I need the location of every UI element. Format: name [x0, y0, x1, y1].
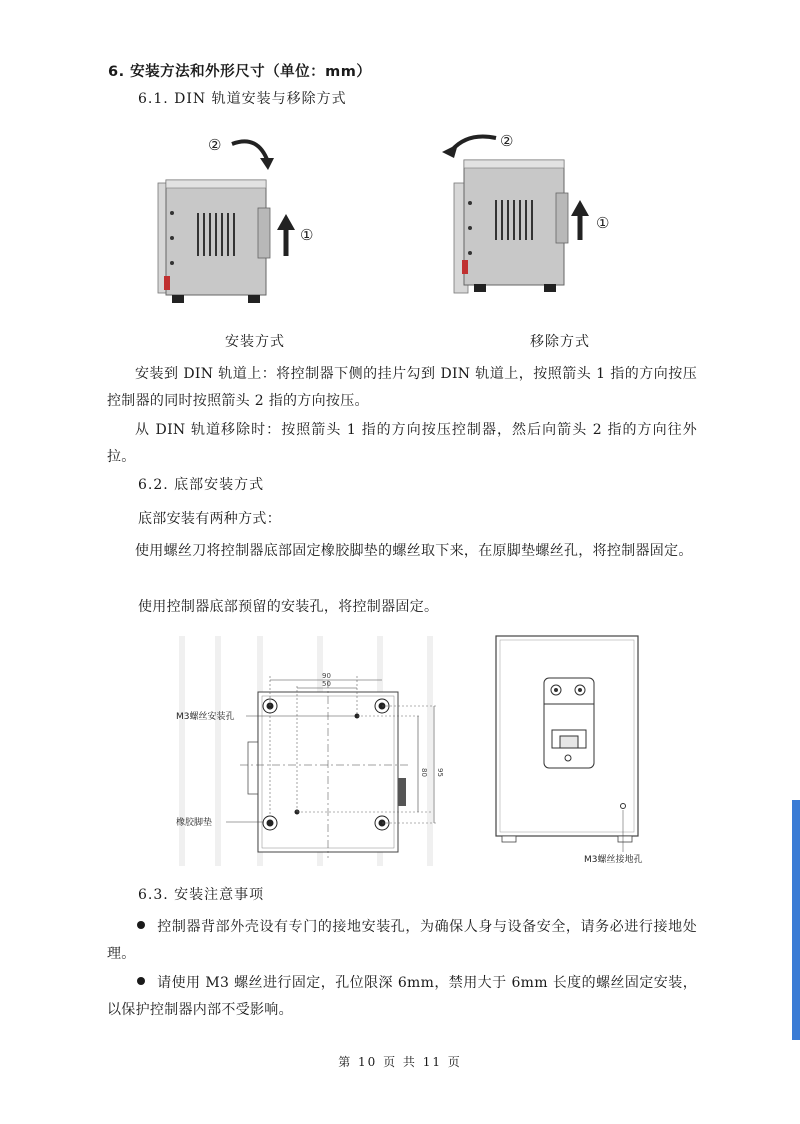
arrow-label-2: ②	[208, 136, 222, 154]
note-bullet-1: 控制器背部外壳设有专门的接地安装孔，为确保人身与设备安全，请务必进行接地处理。	[107, 919, 697, 962]
controller-device-illustration	[158, 180, 270, 303]
bullet-icon	[137, 921, 145, 929]
rotate-arrow-icon	[452, 137, 496, 151]
remove-paragraph: 从 DIN 轨道移除时：按照箭头 1 指的方向按压控制器，然后向箭头 2 指的方向往外拉。	[107, 422, 697, 465]
arrow-label-1: ①	[300, 226, 314, 244]
subsection-heading-bottom: 6.2. 底部安装方式	[138, 477, 265, 493]
din-clip-bracket	[544, 678, 594, 768]
din-remove-figure	[438, 128, 618, 308]
dim-95-label: 95	[436, 768, 444, 777]
subsection-heading-din: 6.1. DIN 轨道安装与移除方式	[138, 91, 347, 107]
dim-50-label: 50	[322, 680, 331, 688]
page-edge-accent	[792, 800, 800, 1040]
install-paragraph: 安装到 DIN 轨道上：将控制器下侧的挂片勾到 DIN 轨道上，按照箭头 1 指的方向按压控制器的同时按照箭头 2 指的方向按压。	[107, 366, 697, 409]
bottom-dimension-drawing	[170, 636, 450, 866]
section-heading: 6. 安装方法和外形尺寸（单位：mm）	[108, 64, 372, 80]
bottom-intro-paragraph: 底部安装有两种方式：	[138, 511, 281, 527]
bottom-method-1: 使用螺丝刀将控制器底部固定橡胶脚垫的螺丝取下来，在原脚垫螺丝孔，将控制器固定。	[135, 543, 693, 559]
dim-90-label: 90	[322, 672, 331, 680]
subsection-heading-notes: 6.3. 安装注意事项	[138, 887, 265, 903]
rubber-foot-label: 橡胶脚垫	[176, 818, 213, 828]
controller-device-illustration	[454, 160, 568, 293]
back-view-drawing	[488, 632, 648, 872]
arrow-label-1: ①	[596, 214, 610, 232]
m3-ground-hole-label: M3螺丝接地孔	[584, 855, 643, 865]
page-footer: 第 10 页 共 11 页	[338, 1055, 462, 1069]
install-caption: 安装方式	[225, 334, 285, 350]
note-bullet-2: 请使用 M3 螺丝进行固定，孔位限深 6mm，禁用大于 6mm 长度的螺丝固定安装，以保护控制器内部不受影响。	[107, 975, 697, 1018]
bottom-method-2: 使用控制器底部预留的安装孔，将控制器固定。	[138, 599, 439, 615]
dim-80-label: 80	[420, 768, 428, 777]
remove-caption: 移除方式	[530, 334, 590, 350]
ground-hole-icon	[621, 804, 626, 809]
arrow-label-2: ②	[500, 132, 514, 150]
m3-mount-hole-label: M3螺丝安装孔	[176, 712, 235, 722]
din-install-figure	[150, 128, 330, 308]
bullet-icon	[137, 977, 145, 985]
